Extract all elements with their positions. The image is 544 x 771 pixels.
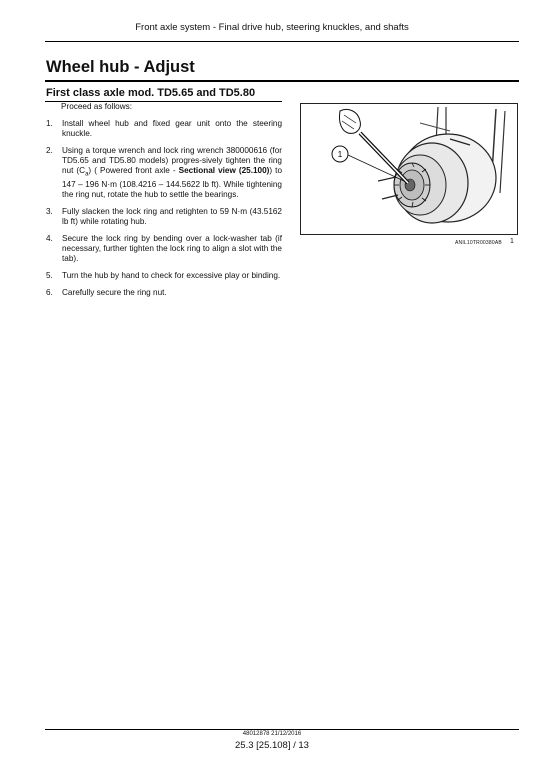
- footer-divider: [45, 729, 519, 730]
- step-text: ) ( Powered front axle -: [88, 166, 179, 175]
- step-text: Fully slacken the lock ring and retighten to 59 N·m (43.5162 lb ft) while rotating hub.: [62, 206, 282, 226]
- footer-page-number: 25.3 [25.108] / 13: [235, 740, 309, 751]
- step-item: [46, 119, 282, 139]
- figure-callout: 1: [337, 150, 343, 159]
- step-item: [46, 288, 282, 298]
- intro-text: Proceed as follows:: [61, 102, 132, 111]
- section-title: First class axle mod. TD5.65 and TD5.80: [46, 87, 256, 99]
- step-number: 6.: [46, 287, 53, 297]
- step-number: 3.: [46, 206, 53, 216]
- wheel-hub-figure: [300, 103, 518, 235]
- page-title: Wheel hub - Adjust: [46, 58, 195, 76]
- title-divider: [45, 80, 519, 82]
- step-text: ) to 147 – 196 N·m (108.4216 – 144.5622 lb ft). While tightening the ring nut, rotate the hub to settle the bearings.: [62, 166, 282, 199]
- step-text: Install wheel hub and fixed gear unit onto the steering knuckle.: [62, 119, 282, 138]
- step-text: Using a torque wrench and lock ring wrench 380000616 (for TD5.65 and TD5.80 models) progres-sively tighten the ring nut (C: [62, 146, 282, 175]
- step-number: 1.: [46, 119, 53, 128]
- step-text: Turn the hub by hand to check for excessive play or binding.: [62, 270, 281, 280]
- step-item: [46, 146, 282, 200]
- cross-reference-link[interactable]: Sectional view (25.100): [178, 166, 270, 175]
- step-item: [46, 207, 282, 227]
- header-divider: [45, 41, 519, 42]
- step-item: [46, 271, 282, 281]
- step-number: 2.: [46, 146, 53, 155]
- header-title: Front axle system - Final drive hub, steering knuckles, and shafts: [135, 22, 409, 33]
- step-number: 5.: [46, 270, 53, 280]
- figure-reference-code: ANIL10TR00380AB: [455, 240, 502, 246]
- step-item: [46, 234, 282, 264]
- procedure-steps: [46, 119, 282, 305]
- step-subscript: a: [85, 171, 89, 178]
- step-number: 4.: [46, 233, 53, 243]
- step-text: Secure the lock ring by bending over a lock-washer tab (if necessary, further tighten the lock ring to align a slot with the tab).: [62, 233, 282, 263]
- footer-document-code: 48012878 21/12/2016: [242, 731, 302, 737]
- figure-number: 1: [510, 238, 514, 245]
- step-text: Carefully secure the ring nut.: [62, 287, 167, 297]
